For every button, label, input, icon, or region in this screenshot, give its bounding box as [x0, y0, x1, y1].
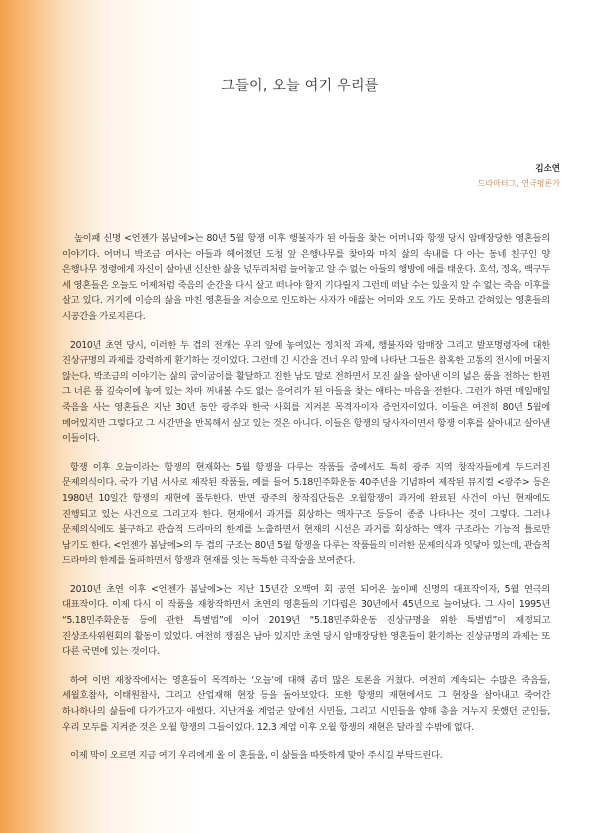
paragraph-5: 하여 이번 재창작에서는 영혼들이 목격하는 ‘오늘’에 대해 좀더 많은 토론을 거쳤다. 여전히 계속되는 수많은 죽음들, 세월호참사, 이태원참사, 그리고 산업재해 현장 등을 돌아보았다. 또한 항쟁의 재현에서도 그 현장을 살아내고 죽어간 하나하나의 삶들에 다가가고자 애썼다. 지난겨울 계엄군 앞에선 시민들, 그리고 시민들을 향해 총을 겨누지 못했던 군인들, 우리 모두를 지켜준 것은 오월 항쟁의 그들이었다. 12.3 계엄 이후 오월 항쟁의 재현은 달라질 수밖에 없다. — [62, 674, 550, 733]
paragraph-2: 2010년 초연 당시, 이러한 두 겹의 전개는 우리 앞에 놓여있는 정치적 과제, 행불자와 암매장 그리고 발포명령자에 대한 진상규명의 과제를 강력하게 환기하는 것이었다. 그런데 긴 시간을 건너 우리 앞에 나타난 그들은 참혹한 고통의 전시에 머물지 않는다. 박조금의 이야기는 삶의 굽이굽이를 활달하고 진한 남도 말로 전하면서 모진 삶을 살아낸 이의 넓은 품을 전하는 한편 그 너른 품 깊숙이에 놓여 있는 차마 꺼내볼 수도 없는 응어리가 된 아들을 찾는 애타는 마음을 전한다. 그런가 하면 매일매일 죽음을 사는 영혼들은 지난 30년 동안 광주와 한국 사회를 지켜본 목격자이자 증언자이었다. 이들은 여전히 80년 5월에 메어있지만 그렇다고 그 시간만을 반복해서 살고 있는 것은 아니다. 이들은 항쟁의 당사자이면서 항쟁 이후를 살아내고 살아낸 이들이다. — [62, 339, 550, 445]
page-title: 그들이, 오늘 여기 우리를 — [221, 78, 379, 94]
author-name: 김소연 — [535, 164, 560, 174]
author-role: 드라마터그, 연극평론가 — [477, 179, 560, 188]
paragraph-1: 높이패 신명 <언젠가 봄날에>는 80년 5월 항쟁 이후 행불자가 된 아들을 찾는 어머니와 항쟁 당시 암매장당한 영혼들의 이야기다. 어머니 박조금 여사는 아들과 헤어졌던 도청 앞 은행나무를 찾아와 마치 삶의 속내를 다 아는 동네 친구인 양 은행나무 정령에게 자신이 살아낸 신산한 삶을 넋두리처럼 늘어놓고 알 수 없는 아들의 행방에 애를 태운다. 호석, 정옥, 백구두 세 영혼들은 오늘도 어제처럼 죽음의 순간을 다시 살고 떠나야 할지 기다릴지 그런데 떠날 수는 있을지 알 수 없는 죽음 이후를 살고 있다. 거기에 이승의 삶을 마친 영혼들을 저승으로 인도하는 사자가 애끓는 어미와 오도 가도 못하고 갇혀있는 영혼들의 시공간을 가로지른다. — [62, 233, 550, 322]
paragraph-3: 항쟁 이후 오늘이라는 항쟁의 현재화는 5월 항쟁을 다루는 작품들 중에서도 특히 광주 지역 창작자들에게 두드러진 문제의식이다. 국가 기념 서사로 제작된 작품들, 예를 들어 5.18민주화운동 40주년을 기념하여 제작된 뮤지컬 <광주> 등은 1980년 10일간 항쟁의 재현에 몰두한다. 반면 광주의 창작집단들은 오월항쟁이 과거에 완료된 사건이 아닌 현재에도 진행되고 있는 사건으로 그리고자 한다. 현재에서 과거를 회상하는 액자구조 등등이 종종 나타나는 것이 그렇다. 그러나 문제의식에도 불구하고 관습적 드라마의 한계를 노출하면서 현재의 시선은 과거를 회상하는 액자 구조라는 기능적 틀로만 남기도 한다. <언젠가 봄날에>의 두 겹의 구조는 80년 5월 항쟁을 다루는 작품들의 이러한 문제의식과 잇닿아 있는데, 관습적 드라마의 한계를 돌파하면서 항쟁과 현재를 잇는 독특한 극작술을 보여준다. — [62, 461, 550, 567]
article-body — [62, 231, 550, 777]
paragraph-6: 이제 막이 오르면 지금 여기 우리에게 올 이 혼들을, 이 삶들을 따뜻하게 맞아 주시길 부탁드린다. — [70, 750, 443, 762]
paragraph-4: 2010년 초연 이후 <언젠가 봄날에>는 지난 15년간 오백여 회 공연 되어온 높이패 신명의 대표작이자, 5월 연극의 대표작이다. 이제 다시 이 작품을 재창작하면서 초연의 영혼들의 기다림은 30년에서 45년으로 늘어났다. 그 사이 1995년 “5.18민주화운동 등에 관한 특별법”에 이어 2019년 “5.18민주화운동 진상규명을 위한 특별법”이 제정되고 진상조사위원회의 활동이 있었다. 여전히 쟁점은 남아 있지만 초연 당시 암매장당한 영혼들이 환기하는 진상규명의 과제는 또 다른 국면에 있는 것이다. — [62, 583, 550, 658]
